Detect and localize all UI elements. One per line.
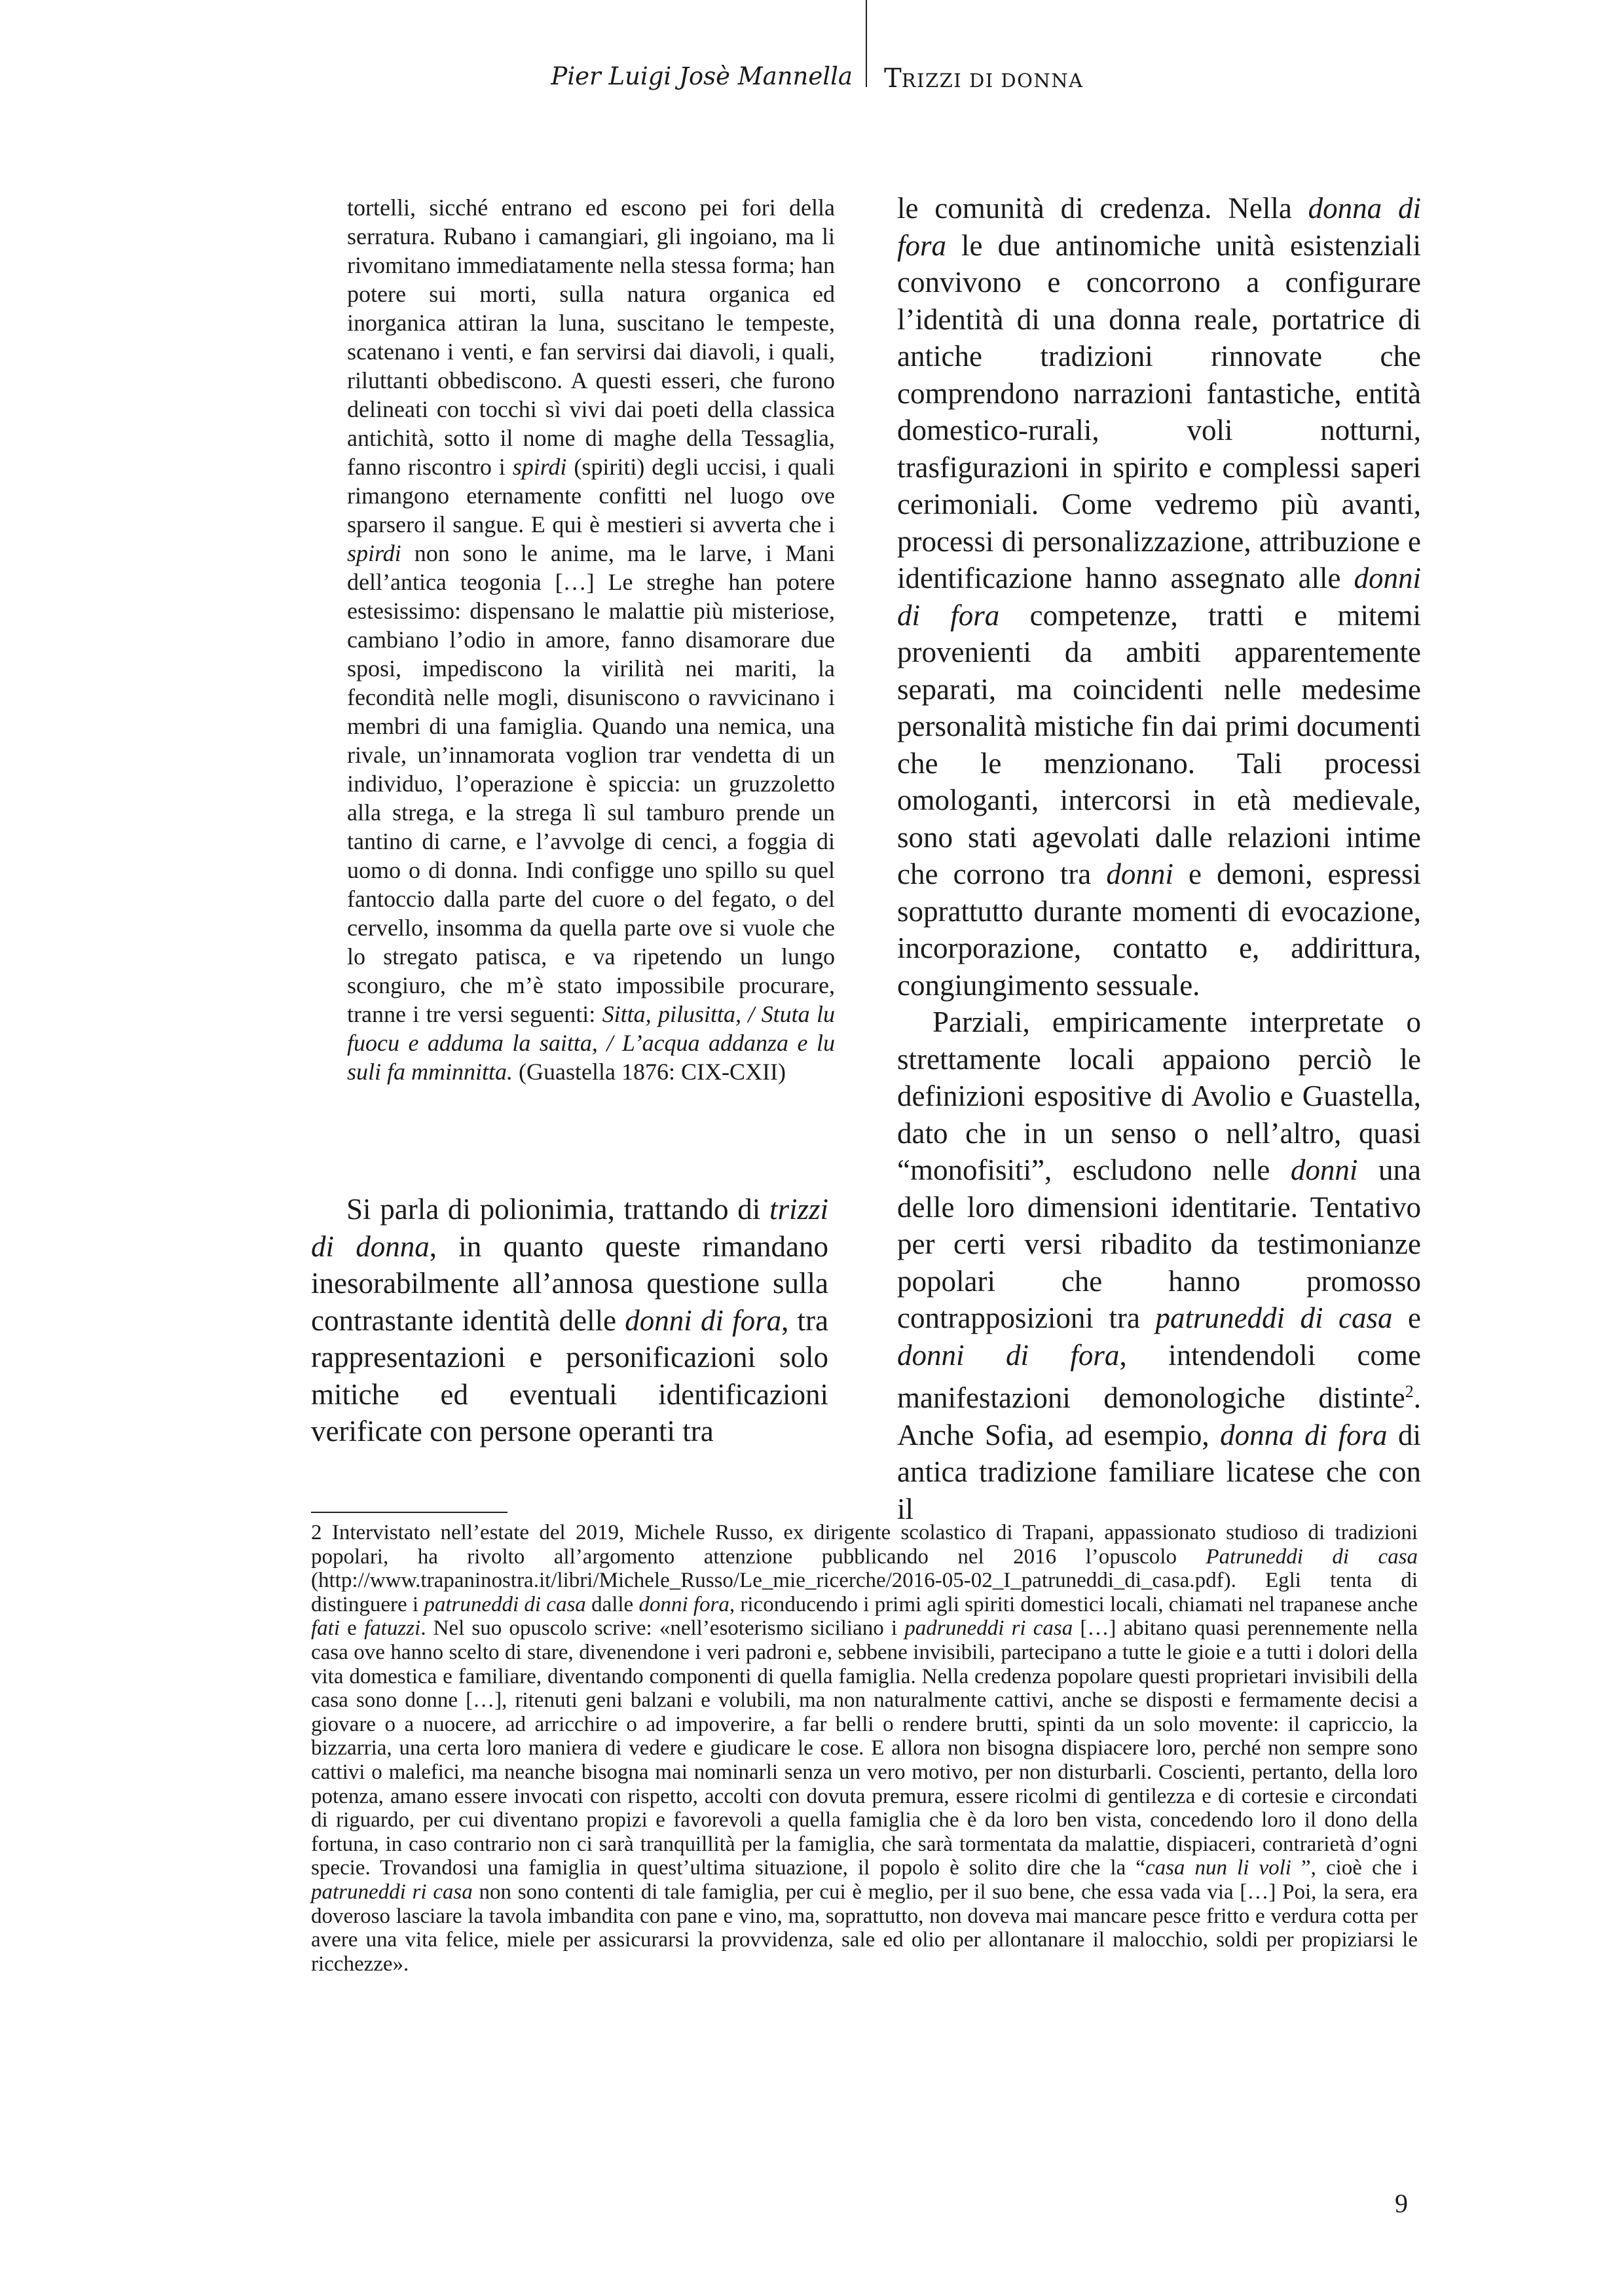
header-divider bbox=[866, 0, 867, 87]
quote-italic: spirdi bbox=[512, 454, 567, 480]
running-header-author: Pier Luigi Josè Mannella bbox=[551, 62, 853, 90]
body-text: Parziali, empiricamente interpretate o strettamente locali appaiono perciò le definizioni espositive di Avolio e Guastella, dato che in un senso o nell’altro, quasi “monofisiti”, escludono nelle bbox=[897, 1006, 1421, 1186]
footnote-text: (http://www.trapaninostra.it/libri/Michele_Russo/Le_mie_ricerche/2016-05-02_I_patruneddi_di_casa.pdf). Egli tenta di distinguere i bbox=[311, 1569, 1418, 1616]
body-italic: donni bbox=[1290, 1154, 1358, 1186]
footnote-text: e bbox=[340, 1616, 364, 1641]
footnote-italic: donni fora bbox=[638, 1592, 729, 1616]
body-text: . Anche Sofia, ad esempio, bbox=[897, 1381, 1421, 1451]
footnote-italic: patruneddi di casa bbox=[424, 1592, 586, 1616]
body-text: e demoni, espressi soprattutto durante momenti di evocazione, incorporazione, contatto e, addirittura, congiungimento sessuale. bbox=[897, 858, 1421, 1002]
page-number: 9 bbox=[1395, 2189, 1408, 2218]
body-text: le comunità di credenza. Nella bbox=[897, 192, 1308, 225]
body-italic: donni bbox=[1106, 858, 1173, 890]
body-text: , intendendoli come manifestazioni demonologiche distinte bbox=[897, 1338, 1421, 1414]
quote-citation: (Guastella 1876: CIX-CXII) bbox=[513, 1059, 786, 1085]
body-italic: trizzi di donna bbox=[311, 1193, 828, 1263]
body-italic: donna di fora bbox=[897, 192, 1421, 262]
body-paragraph bbox=[311, 1191, 828, 1450]
footnote-text: . Nel suo opuscolo scrive: «nell’esoterismo siciliano i bbox=[420, 1616, 905, 1641]
quote-text: non sono le anime, ma le larve, i Mani dell’antica teogonia […] Le streghe han potere estesissimo: dispensano le malattie più misteriose, cambiano l’odio in amore, fanno disamorare due sposi, impediscono la virilità nei mariti, la fecondità nelle mogli, disuniscono o ravvicinano i membri di una famiglia. Quando una nemica, una rivale, un’innamorata voglion trar vendetta di un individuo, l’operazione è spiccia: un gruzzoletto alla strega, e la strega lì sul tamburo prende un tantino di carne, e l’avvolge di cenci, a foggia di uomo o di donna. Indi configge uno spillo su quel fantoccio dalla parte del cuore o del fegato, o del cervello, insomma da quella parte ove si vuole che lo stregato patisca, e va ripetendo un lungo scongiuro, che m’è stato impossibile procurare, tranne i tre versi seguenti: bbox=[347, 540, 835, 1027]
footnote-text: ”, cioè che i bbox=[1301, 1856, 1418, 1880]
body-paragraph bbox=[897, 1004, 1421, 1527]
body-text: , in quanto queste rimandano inesorabilmente all’annosa questione sulla contrastante identità delle bbox=[311, 1230, 828, 1337]
footnote bbox=[311, 1521, 1418, 1976]
footnote-reference[interactable]: 2 bbox=[1405, 1382, 1414, 1401]
running-header-title bbox=[884, 64, 1342, 95]
quote-text: tortelli, sicché entrano ed escono pei fori della serratura. Rubano i camangiari, gli ingoiano, ma li rivomitano immediatamente nella stessa forma; han potere sui morti, sulla natura organica ed inorganica attiran la luna, suscitano le tempeste, scatenano i venti, e fan servirsi dai diavoli, i quali, riluttanti obbediscono. A questi esseri, che furono delineati con tocchi sì vivi dai poeti della classica antichità, sotto il nome di maghe della Tessaglia, fanno riscontro i bbox=[347, 194, 835, 480]
footnote-text: […] abitano quasi perennemente nella casa ove hanno scelto di stare, divenendone i veri padroni e, sebbene invisibili, partecipano a tutte le gioie e a tutti i dolori della vita domestica e familiare, diventando componenti di quella famiglia. Nella credenza popolare questi proprietari invisibili della casa sono donne […], ritenuti geni balzani e volubili, ma non naturalmente cattivi, anche se disposti e fermamente decisi a giovare o a nuocere, ad arricchire o ad impoverire, a far belli o rendere brutti, spinti da un solo movente: il capriccio, la bizzarria, una certa loro maniera di vedere e giudicare le cose. E allora non bisogna dispiacere loro, perché non sempre sono cattivi o malefici, ma neanche bisogna mai nominarli senza un vero motivo, per non disturbarli. Coscienti, pertanto, della loro potenza, amano essere invocati con rispetto, accolti con dovuta premura, essere ricolmi di gentilezza e di cortesie e circondati di riguardo, per cui diventano propizi e favorevoli a quella famiglia che è da loro ben vista, concedendo loro il dono della fortuna, in caso contrario non ci sarà tranquillità per la famiglia, che sarà tormentata da malattie, dispiaceri, contrarietà d’ogni specie. Trovandosi una famiglia in quest’ultima situazione, il popolo è solito dire che la “ bbox=[311, 1616, 1418, 1880]
footnote-text: non sono contenti di tale famiglia, per cui è meglio, per il suo bene, che essa vada via […] Poi, la sera, era doveroso lasciare la tavola imbandita con pane e vino, ma, soprattutto, non doveva mai mancare pesce fritto e verdura cotta per avere una vita felice, miele per assicurarsi la provvidenza, sale ed olio per allontanare il malocchio, soldi per propiziarsi le ricchezze». bbox=[311, 1880, 1418, 1976]
body-text: competenze, tratti e mitemi provenienti da ambiti apparentemente separati, ma coincidenti nelle medesime personalità mistiche fin dai primi documenti che le menzionano. Tali processi omologanti, intercorsi in età medievale, sono stati agevolati dalle relazioni intime che corrono tra bbox=[897, 598, 1421, 890]
body-italic: donni di fora bbox=[625, 1303, 782, 1337]
footnote-italic: padruneddi ri casa bbox=[904, 1616, 1073, 1641]
body-paragraph bbox=[897, 190, 1421, 1004]
footnote-italic: Patruneddi di casa bbox=[1206, 1544, 1418, 1569]
header-title-initial: T bbox=[884, 64, 902, 94]
left-column bbox=[311, 1191, 828, 1450]
quote-text: (spiriti) degli uccisi, i quali rimangono eternamente confitti nel luogo ove sparsero il sangue. E qui è mestieri si avverta che i bbox=[347, 454, 835, 538]
footnote-italic: casa nun li voli bbox=[1145, 1856, 1301, 1880]
body-italic: patruneddi di casa bbox=[1155, 1302, 1393, 1334]
body-italic: donni di fora bbox=[897, 562, 1421, 632]
quote-verses: Sitta, pilusitta, / Stuta lu fuocu e adduma la saitta, / L’acqua addanza e lu suli fa mminnitta. bbox=[347, 1001, 835, 1085]
body-text: , tra rappresentazioni e personificazioni solo mitiche ed eventuali identificazioni verificate con persone operanti tra bbox=[311, 1303, 828, 1448]
footnote-text: dalle bbox=[585, 1592, 639, 1616]
body-italic: donni di fora bbox=[897, 1338, 1120, 1372]
footnote-italic: fatuzzi bbox=[363, 1616, 421, 1641]
body-text: di antica tradizione familiare licatese che con il bbox=[897, 1418, 1421, 1525]
footnote-text: 2 Intervistato nell’estate del 2019, Michele Russo, ex dirigente scolastico di Trapani, appassionato studioso di tradizioni popolari, ha rivolto all’argomento attenzione pubblicando nel 2016 l’opuscolo bbox=[311, 1521, 1418, 1569]
footnote-italic: fati bbox=[311, 1616, 341, 1641]
footnote-paragraph bbox=[311, 1521, 1418, 1976]
quote-paragraph bbox=[347, 193, 835, 1086]
block-quote bbox=[347, 193, 835, 1086]
quote-italic: spirdi bbox=[347, 540, 401, 566]
header-title-rest: RIZZI DI DONNA bbox=[901, 69, 1084, 92]
body-text: una delle loro dimensioni identitarie. Tentativo per certi versi ribadito da testimonianze popolari che hanno promosso contrapposizioni tra bbox=[897, 1154, 1421, 1334]
body-text: Si parla di polionimia, trattando di bbox=[346, 1193, 769, 1226]
body-text: le due antinomiche unità esistenziali convivono e concorrono a configurare l’identità di una donna reale, portatrice di antiche tradizioni rinnovate che comprendono narrazioni fantastiche, entità domestico-rurali, voli notturni, trasfigurazioni in spirito e complessi saperi cerimoniali. Come vedremo più avanti, processi di personalizzazione, attribuzione e identificazione hanno assegnato alle bbox=[897, 228, 1421, 594]
right-column bbox=[897, 190, 1421, 1527]
footnote-text: , riconducendo i primi agli spiriti domestici locali, chiamati nel trapanese anche bbox=[729, 1592, 1418, 1616]
body-italic: donna di fora bbox=[1220, 1418, 1388, 1451]
body-text: e bbox=[1392, 1302, 1422, 1334]
footnote-separator bbox=[311, 1512, 507, 1513]
footnote-italic: patruneddi ri casa bbox=[311, 1880, 473, 1904]
